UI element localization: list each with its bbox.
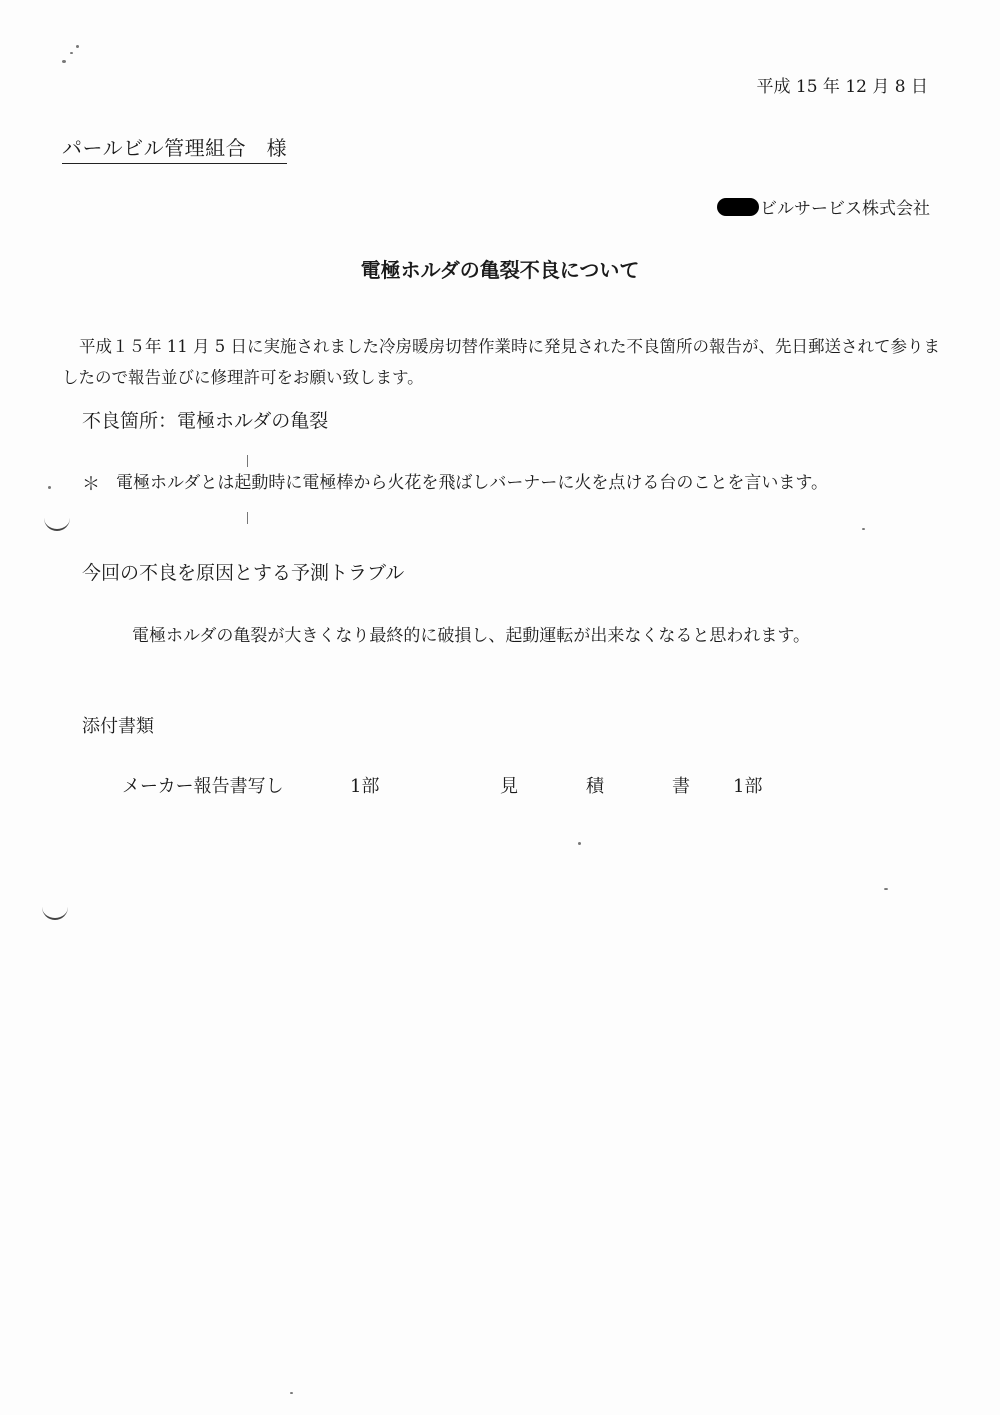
scan-speck — [247, 455, 248, 467]
scan-speck — [578, 842, 581, 845]
note-text: 電極ホルダとは起動時に電極棒から火花を飛ばしバーナーに火を点ける台のことを言います。 — [116, 473, 828, 493]
document-title: 電極ホルダの亀裂不良について — [360, 258, 640, 282]
attachment-name — [500, 772, 690, 798]
attachment-name: メーカー報告書写し — [122, 776, 284, 797]
scan-speck — [884, 888, 888, 890]
predicted-trouble-text: 電極ホルダの亀裂が大きくなり最終的に破損し、起動運転が出来なくなると思われます。 — [132, 626, 810, 646]
document-date: 平成 15 年 12 月 8 日 — [756, 77, 928, 97]
scan-speck — [62, 60, 66, 63]
sender-company-name: ビルサービス株式会社 — [760, 199, 930, 219]
scan-speck — [290, 1392, 293, 1394]
attachment-quantity: 1部 — [350, 776, 380, 797]
punch-hole-mark — [44, 515, 70, 531]
sender-company — [717, 194, 930, 219]
scan-speck — [76, 45, 79, 48]
redaction-mark — [717, 198, 759, 216]
attachments-heading: 添付書類 — [82, 716, 154, 737]
attachment-quantity: 1部 — [733, 776, 763, 797]
note-asterisk: ＊ — [82, 474, 100, 495]
attachment-name-char: 見 — [500, 776, 518, 797]
body-paragraph: 平成１５年 11 月 5 日に実施されました冷房暖房切替作業時に発見された不良箇所の報告が、先日郵送されて参りましたので報告並びに修理許可をお願い致します。 — [62, 336, 940, 387]
predicted-trouble-heading: 今回の不良を原因とする予測トラブル — [82, 562, 405, 584]
punch-hole-mark — [42, 904, 68, 920]
defect-location: 不良箇所：電極ホルダの亀裂 — [82, 410, 329, 432]
scan-speck — [247, 512, 248, 524]
attachment-name-char: 書 — [672, 776, 690, 797]
scan-speck — [48, 486, 51, 489]
scan-speck — [70, 52, 73, 54]
scan-speck — [862, 528, 865, 530]
recipient-name: パールビル管理組合 様 — [62, 132, 287, 164]
attachment-name-char: 積 — [586, 776, 604, 797]
